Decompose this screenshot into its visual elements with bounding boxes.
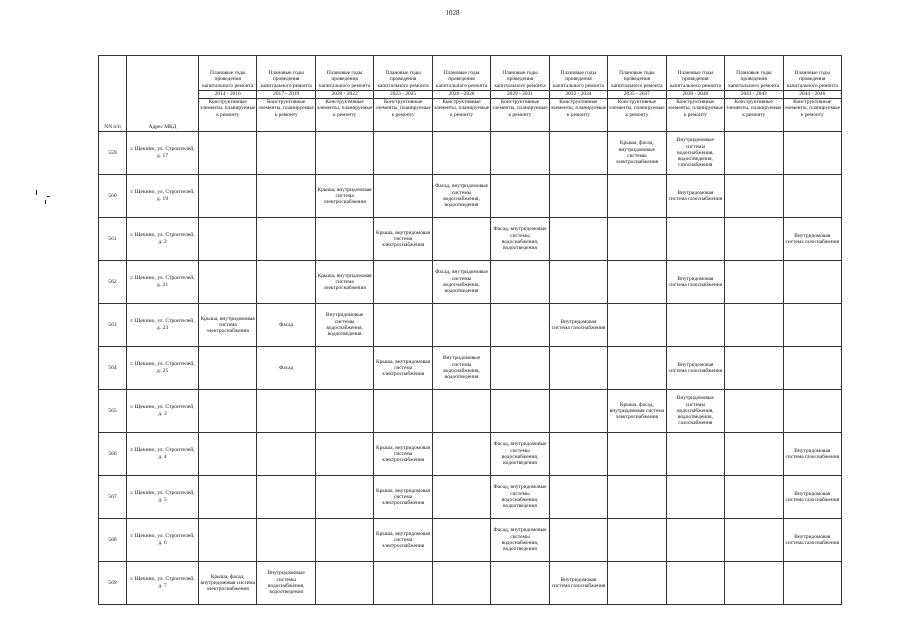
work-cell: Крыша, внутридомовая система электроснабжения	[374, 476, 432, 519]
work-cell	[666, 433, 724, 476]
work-cell	[783, 347, 841, 390]
work-cell	[432, 433, 490, 476]
element-header-label: Конструктивные элементы, планируемые к ремонту	[374, 99, 432, 132]
row-address: г. Щекино, ул. Строителей, д. 5	[127, 476, 199, 519]
work-cell: Внутридомовая система газоснабжения	[783, 519, 841, 562]
work-cell	[315, 390, 373, 433]
work-cell	[257, 390, 315, 433]
element-header-label: Конструктивные элементы, планируемые к ремонту	[666, 99, 724, 132]
element-header-label: Конструктивные элементы, планируемые к ремонту	[725, 99, 783, 132]
work-cell	[725, 562, 783, 605]
work-cell	[432, 476, 490, 519]
work-cell	[199, 476, 257, 519]
work-cell	[725, 132, 783, 175]
work-cell: Внутридомовые системы водоснабжения, водоотведения, газоснабжения	[666, 390, 724, 433]
work-cell	[432, 304, 490, 347]
work-cell: Крыша, фасад, внутридомовые системы электроснабжения	[608, 132, 666, 175]
work-cell	[783, 390, 841, 433]
work-cell	[725, 218, 783, 261]
work-cell	[725, 175, 783, 218]
work-cell	[549, 519, 607, 562]
work-cell: Фасад, внутридомовые системы водоснабжения, водоотведения	[491, 476, 549, 519]
work-cell	[491, 562, 549, 605]
row-number: 563	[99, 304, 127, 347]
row-number: 561	[99, 218, 127, 261]
work-cell	[725, 347, 783, 390]
work-cell	[549, 261, 607, 304]
work-cell: Внутридомовые системы водоснабжения, водоотведения	[432, 347, 490, 390]
work-cell	[783, 261, 841, 304]
work-cell	[549, 132, 607, 175]
work-cell	[257, 175, 315, 218]
work-cell	[608, 476, 666, 519]
period-years: 2023 - 2025	[374, 91, 432, 99]
work-cell	[199, 175, 257, 218]
work-cell	[257, 519, 315, 562]
work-cell	[315, 433, 373, 476]
work-cell	[199, 390, 257, 433]
work-cell: Крыша, внутридомовая система электроснабжения	[315, 175, 373, 218]
work-cell	[491, 347, 549, 390]
work-cell	[315, 476, 373, 519]
work-cell: Фасад	[257, 347, 315, 390]
row-number: 567	[99, 476, 127, 519]
work-cell	[374, 175, 432, 218]
element-header-label: Конструктивные элементы, планируемые к ремонту	[608, 99, 666, 132]
work-cell: Фасад, внутридомовые системы водоснабжения, водоотведения	[432, 261, 490, 304]
row-number: 562	[99, 261, 127, 304]
table-row	[99, 304, 842, 347]
period-years: 2017 - 2019	[257, 91, 315, 99]
period-years: 2014 - 2016	[199, 91, 257, 99]
work-cell	[549, 347, 607, 390]
work-cell: Фасад, внутридомовые системы водоснабжения, водоотведения	[432, 175, 490, 218]
table-row	[99, 132, 842, 175]
period-years: 2032 - 2034	[549, 91, 607, 99]
work-cell	[199, 132, 257, 175]
work-cell	[315, 218, 373, 261]
work-cell	[608, 304, 666, 347]
work-cell	[257, 132, 315, 175]
work-cell	[666, 304, 724, 347]
column-header-number: NN п/п	[99, 56, 127, 132]
table-row	[99, 347, 842, 390]
work-cell: Внутридомовая система газоснабжения	[783, 476, 841, 519]
work-cell	[199, 433, 257, 476]
element-header-label: Конструктивные элементы, планируемые к ремонту	[491, 99, 549, 132]
work-cell: Крыша, внутридомовая система электроснабжения	[374, 347, 432, 390]
row-number: 566	[99, 433, 127, 476]
period-header-label: Плановые годы проведения капитального ремонта	[549, 56, 607, 91]
table-row	[99, 433, 842, 476]
work-cell	[491, 261, 549, 304]
work-cell: Крыша, внутридомовая система электроснабжения	[315, 261, 373, 304]
work-cell	[257, 218, 315, 261]
work-cell	[608, 433, 666, 476]
work-cell	[608, 261, 666, 304]
work-cell	[199, 519, 257, 562]
element-header-label: Конструктивные элементы, планируемые к ремонту	[549, 99, 607, 132]
period-header-label: Плановые годы проведения капитального ремонта	[315, 56, 373, 91]
work-cell	[374, 261, 432, 304]
work-cell	[783, 562, 841, 605]
work-cell: Внутридомовые системы водоснабжения, водоотведения, газоснабжения	[666, 132, 724, 175]
row-address: г. Щекино, ул. Строителей, д. 2	[127, 218, 199, 261]
work-cell	[666, 218, 724, 261]
row-address: г. Щекино, ул. Строителей, д. 7	[127, 562, 199, 605]
work-cell: Крыша, внутридомовая система электроснабжения	[374, 433, 432, 476]
work-cell	[491, 175, 549, 218]
element-header-label: Конструктивные элементы, планируемые к ремонту	[315, 99, 373, 132]
work-cell	[315, 562, 373, 605]
work-cell	[432, 562, 490, 605]
work-cell: Внутридомовая система газоснабжения	[549, 562, 607, 605]
scan-mark	[47, 196, 50, 197]
work-cell	[783, 304, 841, 347]
work-cell	[315, 519, 373, 562]
work-cell	[725, 261, 783, 304]
work-cell	[315, 347, 373, 390]
work-cell	[608, 519, 666, 562]
work-cell: Внутридомовые системы водоснабжения, водоотведения	[257, 562, 315, 605]
period-header-label: Плановые годы проведения капитального ремонта	[725, 56, 783, 91]
row-number: 560	[99, 175, 127, 218]
work-cell	[257, 433, 315, 476]
work-cell	[315, 132, 373, 175]
work-cell: Внутридомовая система газоснабжения	[549, 304, 607, 347]
scan-mark	[45, 200, 46, 204]
work-cell	[257, 476, 315, 519]
row-address: г. Щекино, ул. Строителей, д. 3	[127, 390, 199, 433]
table-row	[99, 218, 842, 261]
table-row	[99, 390, 842, 433]
row-number: 564	[99, 347, 127, 390]
work-cell	[374, 132, 432, 175]
work-cell	[725, 390, 783, 433]
row-address: г. Щекино, ул. Строителей, д. 4	[127, 433, 199, 476]
period-header-label: Плановые годы проведения капитального ремонта	[491, 56, 549, 91]
table-row	[99, 175, 842, 218]
period-years: 2035 - 2037	[608, 91, 666, 99]
work-cell: Крыша, внутридомовая система электроснабжения	[199, 304, 257, 347]
work-cell: Фасад, внутридомовые системы водоснабжения, водоотведения	[491, 433, 549, 476]
period-header-label: Плановые годы проведения капитального ремонта	[608, 56, 666, 91]
work-cell	[549, 218, 607, 261]
work-cell: Фасад, внутридомовые системы водоснабжения, водоотведения	[491, 519, 549, 562]
work-cell	[783, 132, 841, 175]
period-years: 2038 - 2040	[666, 91, 724, 99]
work-cell	[549, 175, 607, 218]
work-cell: Крыша, фасад, внутридомовая система электроснабжения	[199, 562, 257, 605]
work-cell	[608, 175, 666, 218]
work-cell: Фасад, внутридомовые системы водоснабжения, водоотведения	[491, 218, 549, 261]
scan-mark	[36, 190, 37, 195]
period-years: 2026 - 2028	[432, 91, 490, 99]
work-cell	[491, 304, 549, 347]
page-number: 1028	[445, 9, 460, 17]
work-cell	[725, 519, 783, 562]
table-row	[99, 476, 842, 519]
work-cell	[432, 390, 490, 433]
table-row	[99, 261, 842, 304]
element-header-label: Конструктивные элементы, планируемые к ремонту	[257, 99, 315, 132]
period-header-label: Плановые годы проведения капитального ремонта	[199, 56, 257, 91]
period-header-label: Плановые годы проведения капитального ремонта	[783, 56, 841, 91]
work-cell	[432, 132, 490, 175]
work-cell	[491, 132, 549, 175]
work-cell: Внутридомовая система газоснабжения	[666, 175, 724, 218]
work-cell	[491, 390, 549, 433]
element-header-label: Конструктивные элементы, планируемые к ремонту	[783, 99, 841, 132]
row-address: г. Щекино, ул. Строителей, д. 23	[127, 304, 199, 347]
period-years: 2044 - 2046	[783, 91, 841, 99]
row-address: г. Щекино, ул. Строителей, д. 6	[127, 519, 199, 562]
period-years: 2020 - 2022	[315, 91, 373, 99]
work-cell	[432, 218, 490, 261]
period-years: 2041 - 2043	[725, 91, 783, 99]
table-row	[99, 562, 842, 605]
row-number: 569	[99, 562, 127, 605]
work-cell: Внутридомовая система газоснабжения	[666, 261, 724, 304]
work-cell	[608, 347, 666, 390]
work-cell	[199, 218, 257, 261]
work-cell: Крыша, внутридомовая система электроснабжения	[374, 519, 432, 562]
period-header-label: Плановые годы проведения капитального ремонта	[374, 56, 432, 91]
work-cell	[783, 175, 841, 218]
work-cell: Крыша, внутридомовая система электроснабжения	[374, 218, 432, 261]
element-header-label: Конструктивные элементы, планируемые к ремонту	[199, 99, 257, 132]
work-cell: Фасад	[257, 304, 315, 347]
row-number: 568	[99, 519, 127, 562]
period-header-label: Плановые годы проведения капитального ремонта	[432, 56, 490, 91]
work-cell	[199, 261, 257, 304]
work-cell	[257, 261, 315, 304]
work-cell	[549, 390, 607, 433]
row-address: г. Щекино, ул. Строителей, д. 21	[127, 261, 199, 304]
repair-plan-table	[98, 55, 842, 605]
work-cell: Внутридомовые системы водоснабжения, водоотведения	[315, 304, 373, 347]
work-cell	[374, 390, 432, 433]
row-address: г. Щекино, ул. Строителей, д. 19	[127, 175, 199, 218]
period-header-label: Плановые годы проведения капитального ремонта	[666, 56, 724, 91]
work-cell	[725, 433, 783, 476]
work-cell	[725, 304, 783, 347]
work-cell	[608, 218, 666, 261]
column-header-address: Адрес МКД	[127, 56, 199, 132]
table-row	[99, 519, 842, 562]
work-cell	[374, 304, 432, 347]
work-cell	[199, 347, 257, 390]
work-cell	[666, 519, 724, 562]
work-cell: Внутридомовая система газоснабжения	[666, 347, 724, 390]
work-cell: Внутридомовая система газоснабжения	[783, 433, 841, 476]
period-header-label: Плановые годы проведения капитального ремонта	[257, 56, 315, 91]
work-cell: Внутридомовая система газоснабжения	[783, 218, 841, 261]
row-number: 565	[99, 390, 127, 433]
work-cell	[549, 476, 607, 519]
row-address: г. Щекино, ул. Строителей, д. 17	[127, 132, 199, 175]
work-cell	[725, 476, 783, 519]
work-cell	[666, 562, 724, 605]
work-cell: Крыша, фасад, внутридомовая система электроснабжения	[608, 390, 666, 433]
work-cell	[374, 562, 432, 605]
period-years: 2029 - 2031	[491, 91, 549, 99]
work-cell	[432, 519, 490, 562]
row-address: г. Щекино, ул. Строителей, д. 25	[127, 347, 199, 390]
row-number: 559	[99, 132, 127, 175]
work-cell	[549, 433, 607, 476]
work-cell	[608, 562, 666, 605]
work-cell	[666, 476, 724, 519]
element-header-label: Конструктивные элементы, планируемые к ремонту	[432, 99, 490, 132]
